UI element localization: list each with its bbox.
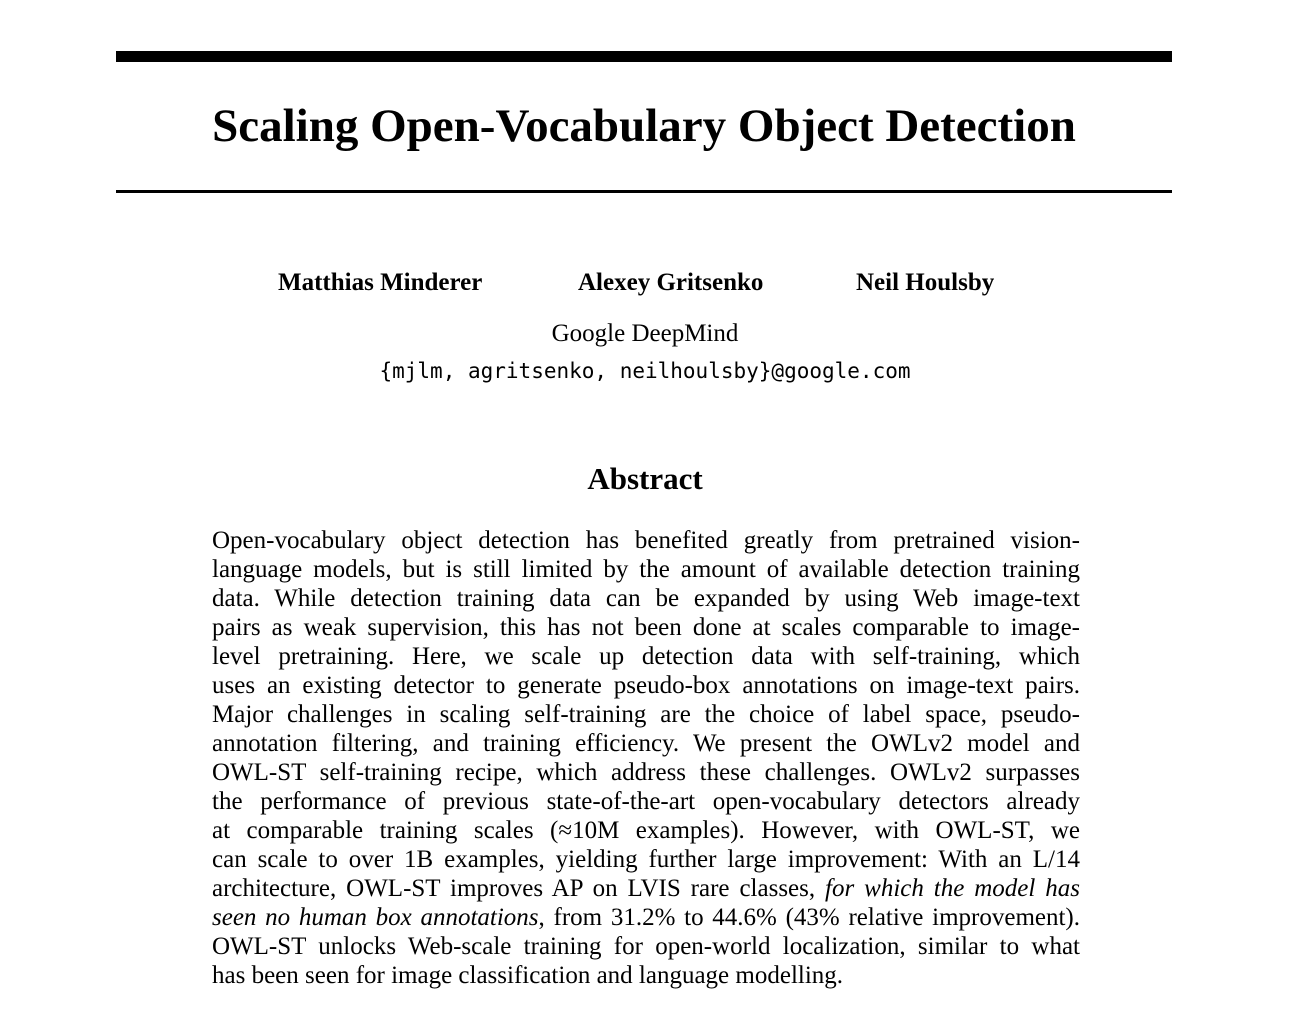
abstract-line: [212, 903, 1080, 932]
title-bottom-rule: [116, 190, 1172, 193]
author-list: [0, 266, 1290, 300]
abstract-line: at comparable training scales (≈10M examples). However, with OWL-ST, we: [212, 817, 1080, 844]
abstract-line: annotation filtering, and training efficiency. We present the OWLv2 model and: [212, 730, 1080, 757]
abstract-line: Major challenges in scaling self-training are the choice of label space, pseudo-: [212, 701, 1080, 728]
abstract-body: [212, 526, 1080, 990]
abstract-line: can scale to over 1B examples, yielding further large improvement: With an L/14: [212, 846, 1080, 873]
abstract-line: has been seen for image classification and language modelling.: [212, 962, 844, 989]
abstract-line: level pretraining. Here, we scale up detection data with self-training, which: [212, 643, 1080, 670]
abstract-italic-text: for which the model has: [825, 875, 1080, 902]
abstract-line: pairs as weak supervision, this has not been done at scales comparable to image-: [212, 614, 1080, 641]
abstract-line: language models, but is still limited by the amount of available detection training: [212, 556, 1080, 583]
abstract-italic-text: seen no human box annotations: [212, 904, 539, 931]
abstract-line: OWL-ST self-training recipe, which address these challenges. OWLv2 surpasses: [212, 759, 1080, 786]
author-name: Alexey Gritsenko: [578, 269, 764, 296]
abstract-line: data. While detection training data can be expanded by using Web image-text: [212, 585, 1080, 612]
abstract-text: , from 31.2% to 44.6% (43% relative improvement).: [538, 904, 1081, 931]
top-thick-rule: [116, 51, 1172, 62]
author-emails: {mjlm, agritsenko, neilhoulsby}@google.com: [379, 359, 911, 383]
abstract-line: the performance of previous state-of-the-art open-vocabulary detectors already: [212, 788, 1080, 815]
abstract-text: architecture, OWL-ST improves AP on LVIS rare classes,: [212, 875, 826, 902]
author-name: Matthias Minderer: [278, 269, 483, 296]
abstract-line: Open-vocabulary object detection has benefited greatly from pretrained vision-: [212, 527, 1080, 554]
affiliation: Google DeepMind: [551, 320, 739, 347]
abstract-heading: Abstract: [587, 461, 703, 496]
abstract-line: [212, 874, 1080, 903]
abstract-line: uses an existing detector to generate pseudo-box annotations on image-text pairs.: [212, 672, 1080, 699]
author-name: Neil Houlsby: [856, 269, 995, 296]
abstract-line: OWL-ST unlocks Web-scale training for open-world localization, similar to what: [212, 933, 1080, 960]
paper-title: Scaling Open-Vocabulary Object Detection: [212, 100, 1076, 152]
